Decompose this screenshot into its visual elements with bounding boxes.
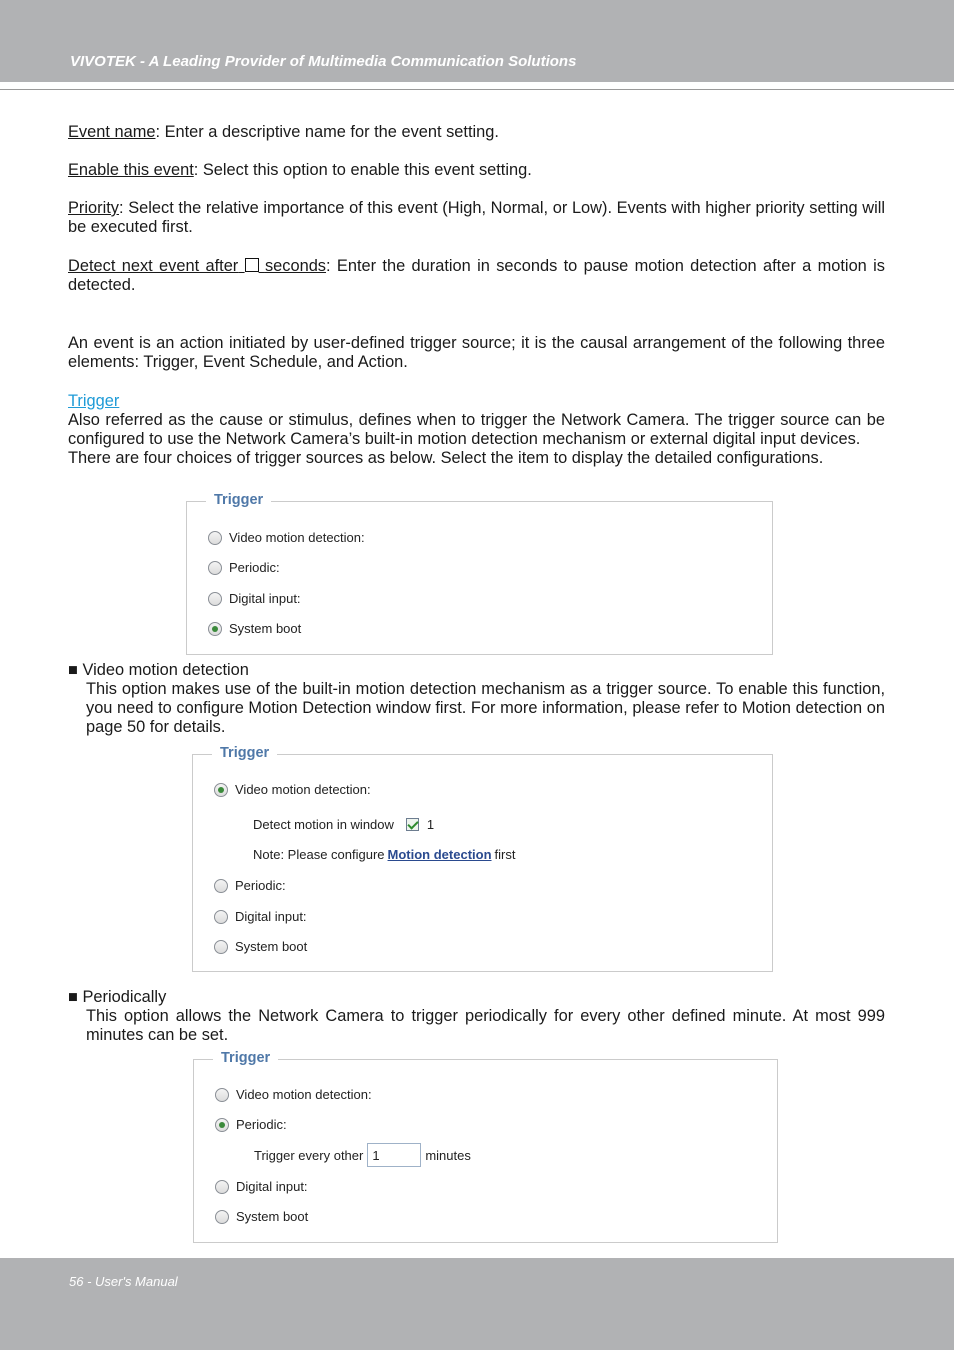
trigger-desc-2: There are four choices of trigger sources as below. Select the item to display the detailed configurations. [68, 449, 824, 467]
window-number: 1 [426, 817, 435, 832]
vmd-heading: ■ Video motion detection [68, 661, 249, 679]
minutes-input[interactable] [367, 1143, 421, 1167]
option-system-boot[interactable]: System boot [214, 939, 307, 954]
priority-desc: : Select the relative importance of this event (High, Normal, or Low). Events with higher priority setting will be executed first. [68, 199, 885, 236]
radio-selected-icon[interactable] [208, 622, 222, 636]
radio-icon[interactable] [208, 561, 222, 575]
panel-legend: Trigger [212, 745, 277, 761]
option-video-motion[interactable]: Video motion detection: [215, 1087, 372, 1102]
enable-event-paragraph [68, 161, 885, 180]
trigger-every-label: Trigger every other [254, 1147, 364, 1163]
radio-icon[interactable] [215, 1088, 229, 1102]
radio-icon[interactable] [208, 531, 222, 545]
header-divider [0, 89, 954, 90]
option-periodic[interactable]: Periodic: [215, 1117, 287, 1132]
enable-event-term: Enable this event [68, 161, 194, 179]
trigger-panel-system-boot [186, 492, 773, 655]
vmd-desc: This option makes use of the built-in motion detection mechanism as a trigger source. To enable this function, you need to configure Motion Detection window first. For more information, please refer to Motion detection on page 50 for details. [86, 680, 885, 736]
radio-icon[interactable] [208, 592, 222, 606]
priority-term: Priority [68, 199, 119, 217]
detect-motion-row [253, 817, 434, 832]
checkbox-symbol-icon [245, 258, 259, 272]
trigger-every-row [254, 1143, 471, 1167]
window-checkbox-icon[interactable] [406, 818, 419, 831]
radio-icon[interactable] [214, 940, 228, 954]
panel-legend: Trigger [206, 492, 271, 508]
option-digital-input[interactable]: Digital input: [208, 591, 301, 606]
radio-icon[interactable] [214, 910, 228, 924]
option-periodic[interactable]: Periodic: [208, 560, 280, 575]
note-prefix: Note: Please configure [253, 847, 385, 862]
detect-seconds-term: seconds [264, 257, 327, 275]
option-video-motion[interactable]: Video motion detection: [214, 782, 371, 797]
panel-legend: Trigger [213, 1050, 278, 1066]
radio-selected-icon[interactable] [215, 1118, 229, 1132]
header-title: VIVOTEK - A Leading Provider of Multimedia Communication Solutions [70, 53, 577, 70]
option-digital-input[interactable]: Digital input: [214, 909, 307, 924]
event-overview-paragraph: An event is an action initiated by user-defined trigger source; it is the causal arrangement of the following three elements: Trigger, Event Schedule, and Action. [68, 334, 885, 371]
radio-icon[interactable] [215, 1210, 229, 1224]
periodic-heading: ■ Periodically [68, 988, 167, 1006]
radio-icon[interactable] [215, 1180, 229, 1194]
trigger-panel-periodic [193, 1050, 778, 1243]
radio-selected-icon[interactable] [214, 783, 228, 797]
motion-detection-link[interactable]: Motion detection [387, 847, 492, 862]
trigger-panel-video-motion [192, 745, 773, 972]
detect-motion-label: Detect motion in window [253, 817, 394, 832]
radio-icon[interactable] [214, 879, 228, 893]
note-suffix: first [494, 847, 516, 862]
trigger-section [68, 392, 885, 468]
event-name-paragraph [68, 123, 885, 142]
periodic-desc: This option allows the Network Camera to trigger periodically for every other defined minute. At most 999 minutes can be set. [86, 1007, 885, 1044]
option-digital-input[interactable]: Digital input: [215, 1179, 308, 1194]
detect-next-paragraph [68, 257, 885, 295]
option-system-boot[interactable]: System boot [215, 1209, 308, 1224]
detect-next-desc: : Enter the duration in seconds to pause motion detection after a motion is detected. [68, 257, 885, 294]
trigger-link[interactable]: Trigger [68, 392, 120, 410]
footer-band [0, 1258, 954, 1350]
option-video-motion[interactable]: Video motion detection: [208, 530, 365, 545]
page-number: 56 - User's Manual [69, 1274, 178, 1289]
note-row [253, 847, 515, 862]
trigger-desc-1: Also referred as the cause or stimulus, defines when to trigger the Network Camera. The trigger source can be configured to use the Network Camera’s built-in motion detection mechanism or external digital input devices. [68, 411, 885, 448]
priority-paragraph [68, 199, 885, 237]
minutes-unit: minutes [425, 1147, 471, 1163]
option-system-boot[interactable]: System boot [208, 621, 301, 636]
enable-event-desc: : Select this option to enable this event setting. [193, 161, 532, 179]
option-periodic[interactable]: Periodic: [214, 878, 286, 893]
event-name-desc: : Enter a descriptive name for the event setting. [155, 123, 499, 141]
event-name-term: Event name [68, 123, 156, 141]
detect-next-term: Detect next event after [68, 257, 239, 275]
